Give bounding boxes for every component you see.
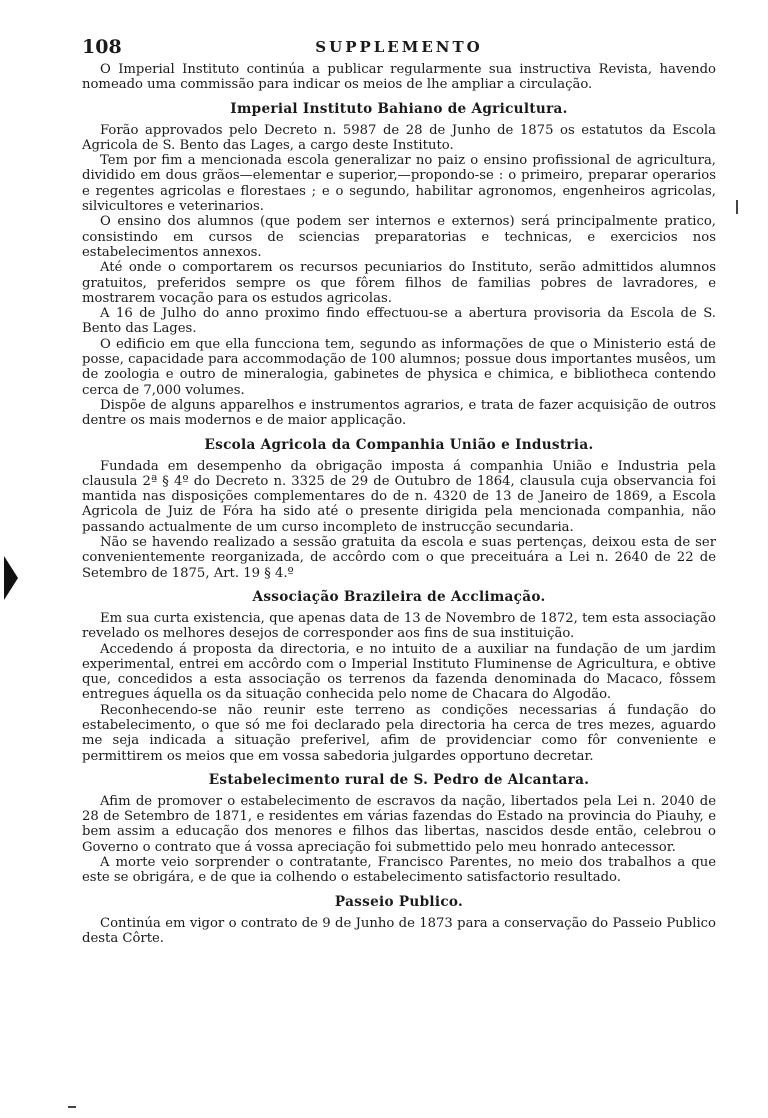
paragraph: O ensino dos alumnos (que podem ser internos e externos) será principalmente pratico, consistindo em cursos de sciencias preparatorias e technicas, e exercicios nos estabelecimentos annexos. xyxy=(82,214,716,260)
section-title: Associação Brazileira de Acclimação. xyxy=(252,588,546,605)
paragraph: Continúa em vigor o contrato de 9 de Junho de 1873 para a conservação do Passeio Publico desta Côrte. xyxy=(82,915,716,946)
margin-mark-bottom xyxy=(68,1106,76,1108)
margin-mark xyxy=(736,200,742,214)
paragraph: O edificio em que ella funcciona tem, segundo as informações de que o Ministerio está de posse, capacidade para accommodação de 100 alumnos; possue dous importantes musêos, um de zoologia e outro de mineralogia, gabinetes de physica e chimica, e bibliotheca contendo cerca de 7,000 volumes. xyxy=(82,336,716,398)
paragraph: Accedendo á proposta da directoria, e no intuito de a auxiliar na fundação de um jardim experimental, entrei em accôrdo com o Imperial Instituto Fluminense de Agricultura, e obtive que, concedidos a esta associação os terrenos da fazenda denominada do Macaco, fôssem entregues áquella os da situação conhecida pelo nome de Chacara do Algodão. xyxy=(82,641,716,703)
section-estabelecimento-rural xyxy=(82,772,716,886)
intro-paragraph: O Imperial Instituto continúa a publicar regularmente sua instructiva Revista, havendo nomeado uma commissão para indicar os meios de lhe ampliar a circulação. xyxy=(82,62,716,93)
running-title: SUPPLEMENTO xyxy=(315,38,483,56)
paragraph: Em sua curta existencia, que apenas data de 13 de Novembro de 1872, tem esta associação revelado os melhores desejos de corresponder aos fins de sua instituição. xyxy=(82,610,716,642)
document-page xyxy=(82,36,716,948)
section-passeio-publico xyxy=(82,894,716,947)
paragraph: Dispõe de alguns apparelhos e instrumentos agrarios, e trata de fazer acquisição de outros dentre os mais modernos e de maior applicação. xyxy=(82,397,716,429)
page-header xyxy=(82,36,716,58)
paragraph: A morte veio sorprender o contratante, Francisco Parentes, no meio dos trabalhos a que este se obrigára, e de que ia colhendo o estabelecimento satisfactorio resultado. xyxy=(82,855,716,886)
section-title: Estabelecimento rural de S. Pedro de Alcantara. xyxy=(208,771,590,788)
section-associacao-acclimacao xyxy=(82,589,716,764)
page-edge-mark xyxy=(4,556,18,600)
paragraph: Afim de promover o estabelecimento de escravos da nação, libertados pela Lei n. 2040 de 28 de Setembro de 1871, e residentes em várias fazendas do Estado na provincia do Piauhy, e bem assim a educação dos menores e filhos das libertas, nascidos desde então, celebrou o Governo o contrato que á vossa apreciação foi submettido pelo meu honrado antecessor. xyxy=(82,793,716,855)
section-title: Passeio Publico. xyxy=(334,893,464,910)
page-number: 108 xyxy=(82,36,122,58)
paragraph: Não se havendo realizado a sessão gratuita da escola e suas pertenças, deixou esta de ser convenientemente reorganizada, de accôrdo com o que preceituára a Lei n. 2640 de 22 de Setembro de 1875, Art. 19 § 4.º xyxy=(82,535,716,581)
section-instituto-bahiano xyxy=(82,101,716,429)
paragraph: A 16 de Julho do anno proximo findo effectuou-se a abertura provisoria da Escola de S. Bento das Lages. xyxy=(82,306,716,337)
paragraph: Fundada em desempenho da obrigação imposta á companhia União e Industria pela clausula 2ª § 4º do Decreto n. 3325 de 29 de Outubro de 1864, clausula cuja observancia foi mantida nas disposições complementares do de n. 4320 de 13 de Janeiro de 1869, a Escola Agricola de Juiz de Fóra ha sido até o presente dirigida pela mencionada companhia, não passando actualmente de um curso incompleto de instrucção secundaria. xyxy=(82,458,716,535)
section-title: Imperial Instituto Bahiano de Agricultura. xyxy=(230,100,568,117)
section-title: Escola Agricola da Companhia União e Industria. xyxy=(204,436,594,453)
paragraph: Forão approvados pelo Decreto n. 5987 de 28 de Junho de 1875 os estatutos da Escola Agricola de S. Bento das Lages, a cargo deste Instituto. xyxy=(82,122,716,153)
section-escola-agricola xyxy=(82,437,716,581)
paragraph: Tem por fim a mencionada escola generalizar no paiz o ensino profissional de agricultura, dividido em dous grãos—elementar e superior,—propondo-se : o primeiro, preparar operarios e regentes agricolas e florestaes ; e o segundo, habilitar agronomos, engenheiros agricolas, silvicultores e veterinarios. xyxy=(82,153,716,215)
paragraph: Até onde o comportarem os recursos pecuniarios do Instituto, serão admittidos alumnos gratuitos, preferidos sempre os que fôrem filhos de familias pobres de lavradores, e mostrarem vocação para os estudos agricolas. xyxy=(82,260,716,306)
paragraph: Reconhecendo-se não reunir este terreno as condições necessarias á fundação do estabelecimento, o que só me foi declarado pela directoria ha cerca de tres mezes, aguardo me seja indicada a situação preferivel, afim de providenciar como fôr conveniente e permittirem os meios que em vossa sabedoria julgardes opportuno decretar. xyxy=(82,702,716,764)
